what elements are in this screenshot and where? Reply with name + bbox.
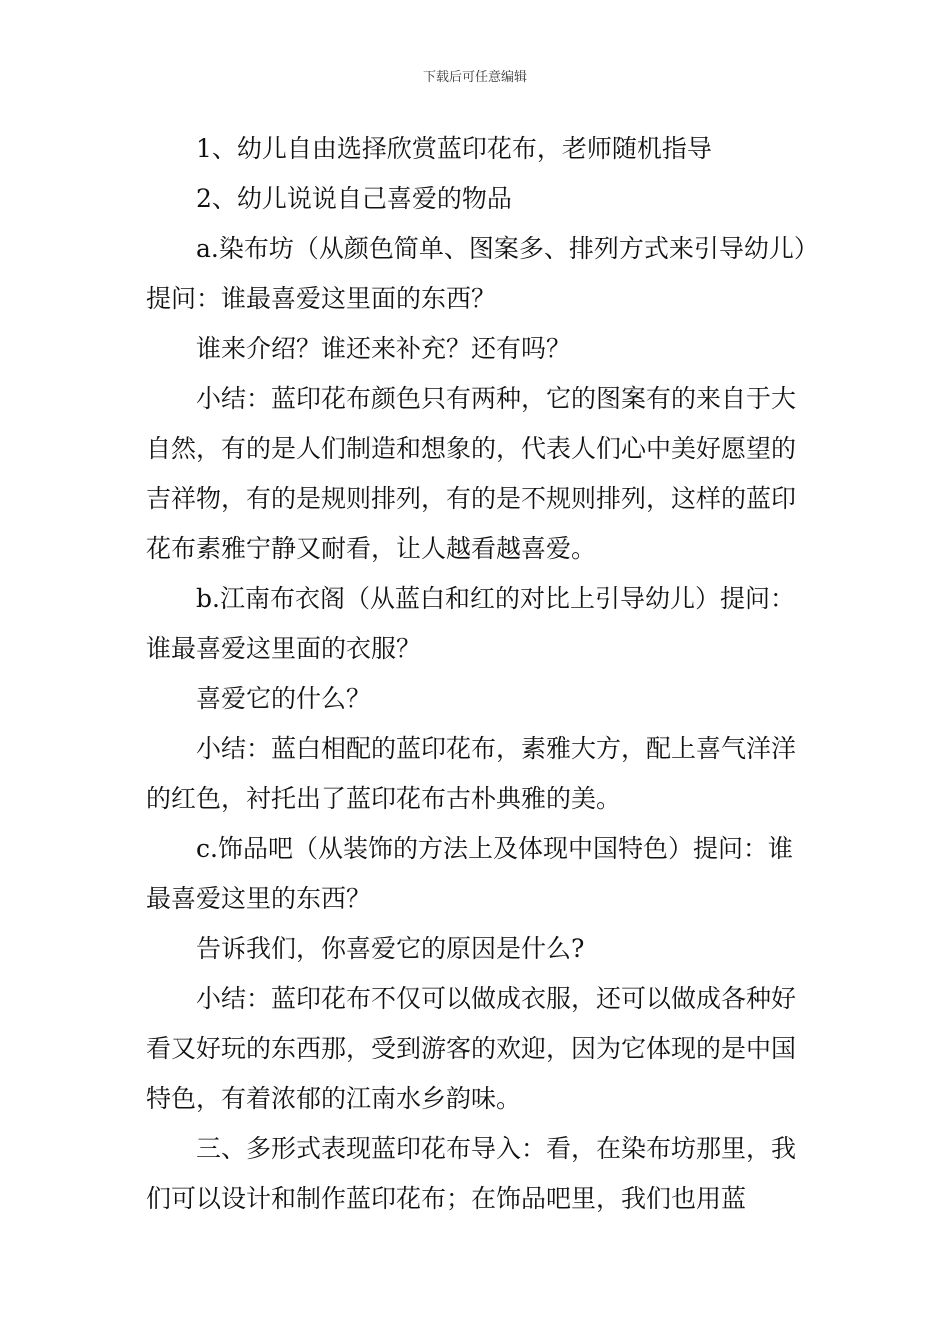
paragraph-11: 小结：蓝印花布不仅可以做成衣服，还可以做成各种好看又好玩的东西那，受到游客的欢迎，因为它体现的是中国特色，有着浓郁的江南水乡韵味。 xyxy=(146,984,797,1113)
paragraph-1: 1、幼儿自由选择欣赏蓝印花布，老师随机指导 xyxy=(196,134,712,163)
paragraph-3: a.染布坊（从颜色简单、图案多、排列方式来引导幼儿）提问：谁最喜爱这里面的东西？ xyxy=(146,234,807,313)
paragraph-8: 小结：蓝白相配的蓝印花布，素雅大方，配上喜气洋洋的红色，衬托出了蓝印花布古朴典雅的美。 xyxy=(146,734,797,813)
paragraph-4: 谁来介绍？谁还来补充？还有吗？ xyxy=(196,334,572,363)
paragraph-10: 告诉我们，你喜爱它的原因是什么? xyxy=(196,934,585,963)
document-body xyxy=(146,124,811,1224)
paragraph-5: 小结：蓝印花布颜色只有两种，它的图案有的来自于大自然，有的是人们制造和想象的，代表人们心中美好愿望的吉祥物，有的是规则排列，有的是不规则排列，这样的蓝印花布素雅宁静又耐看，让人越看越喜爱。 xyxy=(146,384,797,563)
paragraph-7: 喜爱它的什么？ xyxy=(196,684,372,713)
page-header: 下载后可任意编辑 xyxy=(422,70,527,85)
paragraph-12: 三、多形式表现蓝印花布导入：看，在染布坊那里，我们可以设计和制作蓝印花布；在饰品吧里，我们也用蓝 xyxy=(146,1134,797,1213)
paragraph-9: c.饰品吧（从装饰的方法上及体现中国特色）提问：谁最喜爱这里的东西？ xyxy=(146,834,793,913)
paragraph-6: b.江南布衣阁（从蓝白和红的对比上引导幼儿）提问：谁最喜爱这里面的衣服？ xyxy=(146,584,795,663)
paragraph-2: 2、幼儿说说自己喜爱的物品 xyxy=(196,184,512,213)
